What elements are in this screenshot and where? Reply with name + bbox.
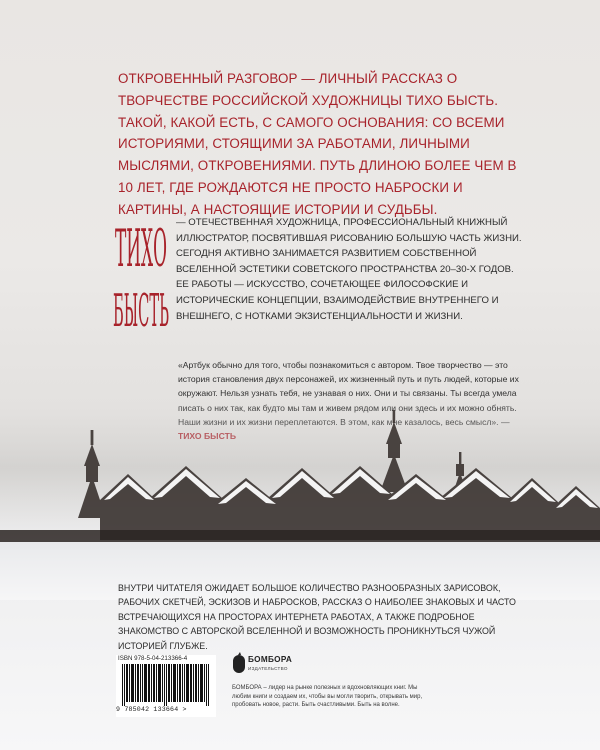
author-logo [112, 214, 170, 338]
publisher-description: БОМБОРА – лидер на рынке полезных и вдохновляющих книг. Мы любим книги и создаем их, чтобы вы могли творить, открывать мир, пробовать новое, расти. Быть счастливыми. Быть на волне. [232, 685, 423, 709]
bombora-icon [232, 652, 246, 674]
publisher-name: БОМБОРА [248, 655, 293, 664]
publisher-subtitle: ИЗДАТЕЛЬСТВО [248, 666, 288, 671]
publisher-logo [232, 650, 292, 682]
isbn-label: ISBN 978-5-04-213366-4 [118, 655, 188, 662]
snowy-village-illustration [0, 370, 600, 600]
logo-line-2: БЫСТЬ [113, 285, 169, 338]
quote-text: «Артбук обычно для того, чтобы познакомиться с автором. Твое творчество — это история становления двух персонажей, их жизненный путь и путь людей, которые их [178, 360, 519, 385]
barcode-bars [122, 664, 210, 706]
barcode-block [116, 655, 216, 717]
barcode-digits: 9 785042 133664 > [116, 706, 187, 713]
author-bio: — ОТЕЧЕСТВЕННАЯ ХУДОЖНИЦА, ПРОФЕССИОНАЛЬНЫЙ КНИЖНЫЙ ИЛЛЮСТРАТОР, ПОСВЯТИВШАЯ РИСОВАНИЮ БОЛЬШУЮ ЧАСТЬ ЖИЗНИ. СЕГОДНЯ АКТИВНО ЗАНИМАЕТСЯ РАЗВИТИЕМ СОБСТВЕННОЙ ВСЕЛЕННОЙ ЭСТЕТИКИ СОВЕТСКОГО ПРОСТРАНСТВА 20–30-Х ГОДОВ. ЕЕ РАБОТЫ — ИСКУССТВО, СОЧЕТАЮЩЕЕ ФИЛОСОФСКИЕ И ИСТОРИЧЕСКИЕ КОНЦЕПЦИИ, ВЗАИМОДЕЙСТВИЕ ВНУТРЕННЕГО И ВНЕШНЕГО, С НОТКАМИ ЭКЗИСТЕНЦИАЛЬНОСТИ И ЖИЗНИ. [176, 217, 522, 322]
headline-text: ОТКРОВЕННЫЙ РАЗГОВОР — ЛИЧНЫЙ РАССКАЗ О ТВОРЧЕСТВЕ РОССИЙСКОЙ ХУДОЖНИЦЫ ТИХО БЫСТЬ. ТАКОЙ, КАКОЙ ЕСТЬ, С САМОГО ОСНОВАНИЯ: СО ВСЕМИ ИСТОРИЯМИ, СТОЯЩИМИ ЗА РАБОТАМИ, ЛИЧНЫМИ МЫСЛЯМИ, ОТКРОВЕНИЯМИ. ПУТЬ ДЛИНОЮ БОЛЕЕ ЧЕМ В 10 ЛЕТ, ГДЕ РОЖДАЮТСЯ НЕ ПРОСТО НАБРОСКИ И КАРТИНЫ, А НАСТОЯЩИЕ ИСТОРИИ И СУДЬБЫ. [118, 71, 517, 217]
logo-line-1: ТИХО [115, 218, 167, 279]
bottom-description: ВНУТРИ ЧИТАТЕЛЯ ОЖИДАЕТ БОЛЬШОЕ КОЛИЧЕСТВО РАЗНООБРАЗНЫХ ЗАРИСОВОК, РАБОЧИХ СКЕТЧЕЙ, ЭСКИЗОВ И НАБРОСКОВ, РАССКАЗ О НАИБОЛЕЕ ЗНАКОВЫХ И ЧАСТО ВСТРЕЧАЮЩИХСЯ НА ПРОСТОРАХ ИНТЕРНЕТА РАБОТАХ, А ТАКЖЕ ПОДРОБНОЕ ЗНАКОМСТВО С АВТОРСКОЙ ВСЕЛЕННОЙ И ВОЗМОЖНОСТЬ ПРОНИКНУТЬСЯ ЧУЖОЙ ИСТОРИЕЙ ГЛУБЖЕ. [118, 583, 516, 651]
